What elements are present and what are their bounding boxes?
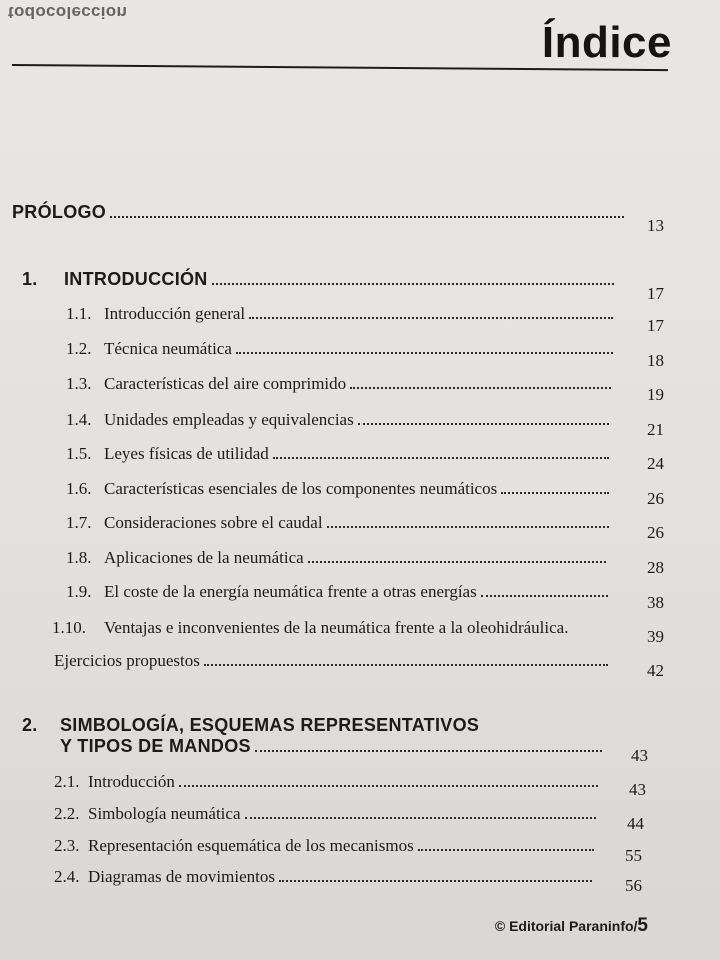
toc-entry-2-2: [54, 804, 602, 824]
toc-entry-1-3: [66, 374, 617, 394]
toc-entry-text: Características esenciales de los componentes neumáticos: [104, 479, 498, 498]
toc-entry-1-1: [66, 304, 619, 324]
toc-entry-text: Leyes físicas de utilidad: [104, 444, 269, 463]
toc-page-number: 24: [647, 454, 664, 473]
toc-entry-1-2: [66, 339, 619, 359]
toc-entry-1-7: [66, 513, 615, 533]
page-title: Índice: [541, 18, 672, 67]
toc-entry-text: Introducción: [88, 772, 175, 791]
toc-entry-text: Técnica neumática: [104, 339, 232, 358]
toc-page-number: 26: [647, 489, 664, 508]
toc-entry-number: 2.3.: [54, 836, 80, 855]
toc-entry-number: 1.4.: [66, 410, 92, 429]
page-number: 5: [637, 915, 648, 936]
dot-leader: [255, 750, 602, 752]
toc-entry-chapter-2-cont: [60, 736, 608, 757]
toc-entry-number: 1.6.: [66, 479, 92, 498]
dot-leader: [358, 423, 609, 425]
toc-entry-chapter-2: [22, 715, 582, 736]
toc-entry-number: 1.10.: [52, 618, 86, 637]
toc-page-number: 55: [625, 846, 642, 865]
toc-entry-number: 1.9.: [66, 582, 92, 601]
toc-entry-1-5: [66, 444, 615, 464]
toc-entry-text: Simbología neumática: [88, 804, 241, 823]
dot-leader: [110, 216, 624, 218]
toc-entry-text: Diagramas de movimientos: [88, 867, 275, 886]
toc-page-number: 19: [647, 385, 664, 404]
toc-entry-text: PRÓLOGO: [12, 202, 107, 222]
toc-entry-text: Introducción general: [104, 304, 246, 323]
toc-page-number: 21: [647, 420, 664, 439]
toc-page-number: 28: [647, 558, 664, 577]
publisher-credit: © Editorial Paraninfo/: [494, 918, 638, 934]
dot-leader: [179, 785, 598, 787]
toc-entry-number: 2.2.: [54, 804, 80, 823]
toc-entry-text: Aplicaciones de la neumática: [104, 548, 304, 567]
dot-leader: [308, 561, 606, 563]
toc-entry-text: Características del aire comprimido: [104, 374, 347, 393]
toc-entry-ejercicios: [54, 651, 614, 671]
dot-leader: [212, 283, 614, 285]
toc-entry-2-3: [54, 836, 600, 856]
dot-leader: [236, 352, 613, 354]
toc-entry-prologo: [12, 202, 630, 223]
toc-entry-text: Ventajas e inconvenientes de la neumática frente a la oleohidráulica.: [104, 618, 569, 637]
watermark: todocoleccion: [8, 3, 128, 22]
footer: [495, 915, 648, 937]
toc-entry-1-4: [66, 410, 615, 430]
dot-leader: [418, 849, 594, 851]
dot-leader: [245, 817, 597, 819]
toc-entry-2-4: [54, 867, 598, 887]
dot-leader: [279, 880, 592, 882]
toc-entry-text: INTRODUCCIÓN: [64, 269, 208, 289]
toc-entry-number: 2.1.: [54, 772, 80, 791]
toc-page-number: 43: [631, 746, 648, 765]
toc-entry-text: Representación esquemática de los mecanismos: [88, 836, 414, 855]
toc-entry-text: Consideraciones sobre el caudal: [104, 513, 323, 532]
toc-page-number: 42: [647, 661, 664, 680]
toc-entry-text: Y TIPOS DE MANDOS: [60, 736, 251, 756]
toc-entry-number: 1.5.: [66, 444, 92, 463]
toc-entry-text: Ejercicios propuestos: [54, 651, 200, 670]
toc-page-number: 26: [647, 523, 664, 542]
toc-entry-text: Unidades empleadas y equivalencias: [104, 410, 354, 429]
dot-leader: [501, 492, 609, 494]
toc-entry-number: 2.: [22, 715, 38, 735]
dot-leader: [273, 457, 609, 459]
toc-page-number: 17: [647, 284, 664, 303]
toc-page-number: 39: [647, 627, 664, 646]
toc-entry-1-6: [66, 479, 615, 499]
toc-entry-1-10: [52, 618, 612, 638]
toc-page-number: 17: [647, 316, 664, 335]
dot-leader: [350, 387, 611, 389]
toc-entry-number: 1.1.: [66, 304, 92, 323]
toc-entry-text: El coste de la energía neumática frente a otras energías: [104, 582, 477, 601]
toc-entry-number: 1.: [22, 269, 38, 289]
toc-entry-2-1: [54, 772, 604, 792]
toc-entry-number: 2.4.: [54, 867, 80, 886]
toc-entry-number: 1.2.: [66, 339, 92, 358]
toc-page-number: 38: [647, 593, 664, 612]
toc-entry-1-9: [66, 582, 614, 602]
toc-page-number: 13: [647, 216, 664, 235]
toc-page-number: 56: [625, 876, 642, 895]
toc-entry-number: 1.8.: [66, 548, 92, 567]
toc-entry-number: 1.3.: [66, 374, 92, 393]
dot-leader: [249, 317, 613, 319]
toc-page-number: 43: [629, 780, 646, 799]
dot-leader: [327, 526, 609, 528]
dot-leader: [204, 664, 608, 666]
toc-page-number: 44: [627, 814, 644, 833]
toc-entry-number: 1.7.: [66, 513, 92, 532]
toc-entry-text: SIMBOLOGÍA, ESQUEMAS REPRESENTATIVOS: [60, 715, 480, 735]
toc-entry-1-8: [66, 548, 612, 568]
toc-entry-chapter-1: [22, 269, 620, 290]
dot-leader: [481, 595, 608, 597]
toc-page-number: 18: [647, 351, 664, 370]
